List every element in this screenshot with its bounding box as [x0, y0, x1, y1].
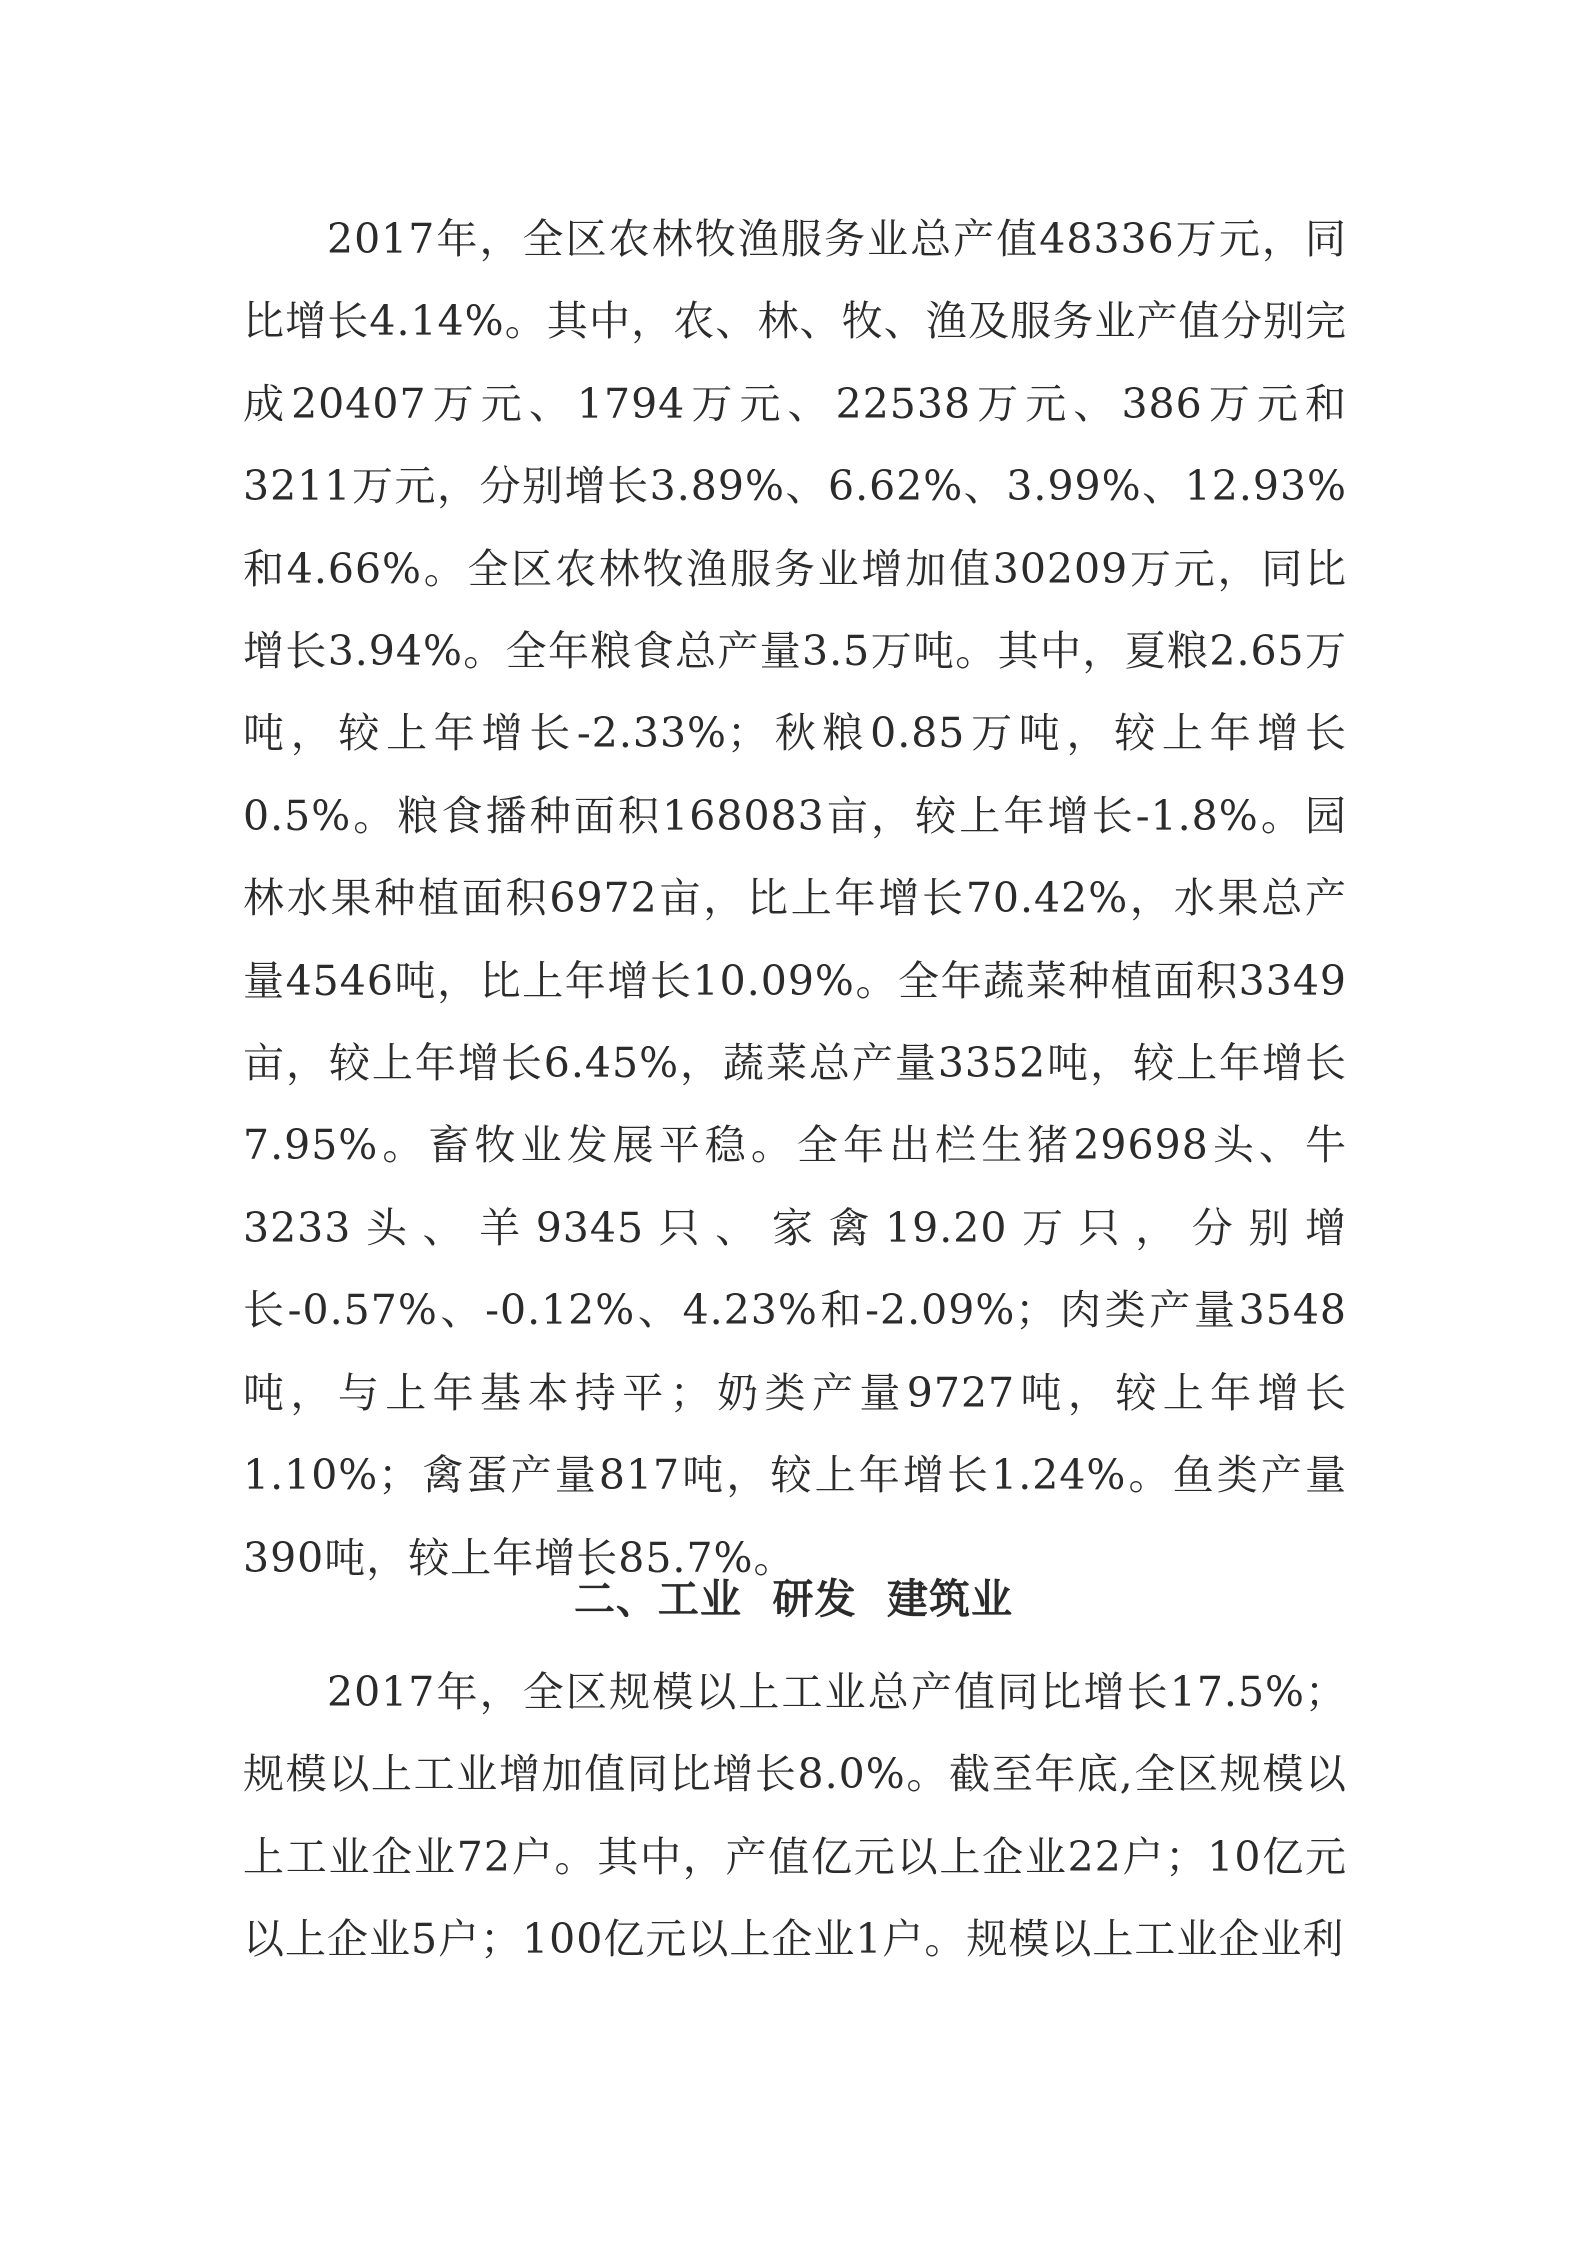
- section-heading-industry: 二、工业 研发 建筑业: [573, 1575, 1014, 1623]
- paragraph-industry: 2017年，全区规模以上工业总产值同比增长17.5%；规模以上工业增加值同比增长8.0%。截至年底,全区规模以上工业企业72户。其中，产值亿元以上企业22户；10亿元以上企业5户；100亿元以上企业1户。规模以上工业企业利: [243, 1668, 1347, 1964]
- paragraph-agriculture: 2017年，全区农林牧渔服务业总产值48336万元，同比增长4.14%。其中，农、林、牧、渔及服务业产值分别完成20407万元、1794万元、22538万元、386万元和3211万元，分别增长3.89%、6.62%、3.99%、12.93%和4.66%。全区农林牧渔服务业增加值30209万元，同比增长3.94%。全年粮食总产量3.5万吨。其中，夏粮2.65万吨，较上年增长-2.33%；秋粮0.85万吨，较上年增长0.5%。粮食播种面积168083亩，较上年增长-1.8%。园林水果种植面积6972亩，比上年增长70.42%，水果总产量4546吨，比上年增长10.09%。全年蔬菜种植面积3349亩，较上年增长6.45%，蔬菜总产量3352吨，较上年增长7.95%。畜牧业发展平稳。全年出栏生猪29698头、牛3233头、羊9345只、家禽19.20万只，分别增长-0.57%、-0.12%、4.23%和-2.09%；肉类产量3548吨，与上年基本持平；奶类产量9727吨，较上年增长1.10%；禽蛋产量817吨，较上年增长1.24%。鱼类产量390吨，较上年增长85.7%。: [243, 215, 1347, 1582]
